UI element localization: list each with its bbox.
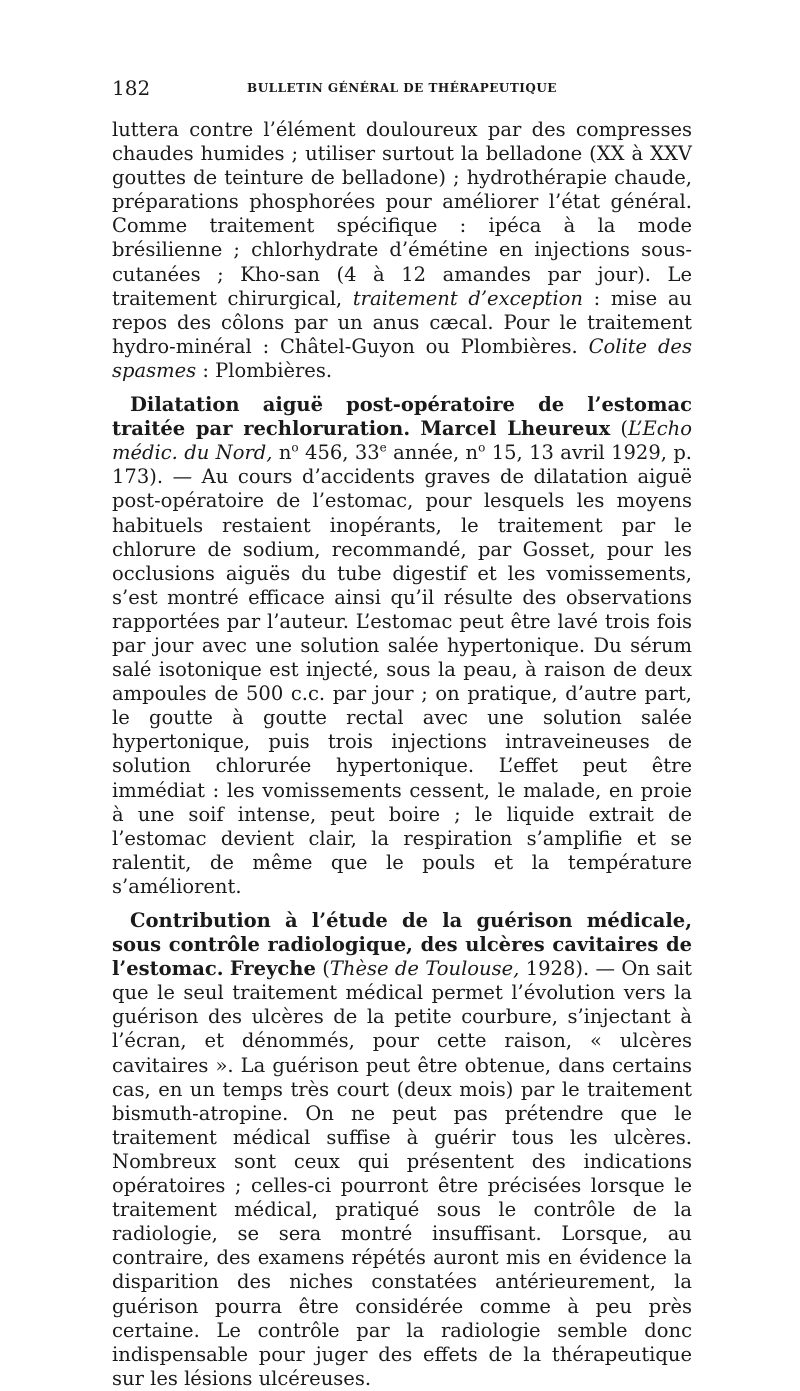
article2-author: Freyche	[229, 957, 316, 981]
para1-text-2: : mise au repos des côlons par un anus cæcal. Pour le traitement hydro-minéral : Châtel-Guyon ou Plombières.	[112, 286, 693, 358]
article1-sup-1: o	[291, 440, 299, 455]
article1-citation-a: n	[272, 441, 292, 465]
para1-italic-2: Colite des spasmes	[112, 334, 692, 382]
para1-italic-1: traitement d’exception	[352, 286, 583, 310]
para1-text-1: luttera contre l’élément douloureux par des compresses chaudes humides ; utiliser surtout la belladone (XX à XXV gouttes de teinture de belladone) ; hydrothérapie chaude, préparations phosphorées pour améliorer l’état général. Comme traitement spécifique : ipéca à la mode brésilienne ; chlorhydrate d’émétine en injections sous-cutanées ; Kho-san (4 à 12 amandes par jour). Le traitement chirurgical,	[112, 118, 692, 310]
article1-author: Marcel Lheureux	[420, 417, 611, 441]
article2-text: — On sait que le seul traitement médical permet l’évolution vers la guérison des ulcères de la petite courbure, s’injectant à l’écran, et dénommés, pour cette raison, « ulcères cavitaires ». La guérison peut être obtenue, dans certains cas, en un temps très court (deux mois) par le traitement bismuth-atropine. On ne peut pas prétendre que le traitement médical suffise à guérir tous les ulcères. Nombreux sont ceux qui présentent des indications opératoires ; celles-ci pourront être précisées lorsque le traitement médical, pratiqué sous le contrôle de la radiologie, se sera montré insuffisant. Lorsque, au contraire, des examens répétés auront mis en évidence la disparition des niches constatées antérieurement, la guérison pourra être considérée comme à peu près certaine. Le contrôle par la radiologie semble donc indispensable pour juger des effets de la thérapeutique sur les lésions ulcéreuses.	[112, 957, 692, 1390]
running-head: BULLETIN GÉNÉRAL DE THÉRAPEUTIQUE	[247, 81, 557, 95]
article2-title: Contribution à l’étude de la guérison médicale, sous contrôle radiologique, des ulcères cavitaires de l’estomac.	[112, 909, 692, 981]
article1-text: — Au cours d’accidents graves de dilatation aiguë post-opératoire de l’estomac, pour lesquels les moyens habituels restaient inopérants, le traitement par le chlorure de sodium, recommandé, par Gosset, pour les occlusions aiguës du tube digestif et les vomissements, s’est montré efficace ainsi qu’il résulte des observations rapportées par l’auteur. L’estomac peut être lavé trois fois par jour avec une solution salée hypertonique. Du sérum salé isotonique est injecté, sous la peau, à raison de deux ampoules de 500 c.c. par jour ; on pratique, d’autre part, le goutte à goutte rectal avec une solution salée hypertonique, puis trois injections intraveineuses de solution chlorurée hypertonique. L’effet peut être immédiat : les vomissements cessent, le malade, en proie à une soif intense, peut boire ; le liquide extrait de l’estomac devient clair, la respiration s’amplifie et se ralentit, de même que le pouls et la température s’améliorent.	[112, 465, 692, 898]
article1-citation-b: 456, 33	[298, 441, 380, 465]
article2-citation: 1928).	[519, 957, 590, 981]
article1-sup-2: e	[379, 440, 387, 455]
continued-paragraph	[112, 118, 692, 383]
article1-sup-3: o	[478, 440, 486, 455]
article1-citation-c: année, n	[386, 441, 479, 465]
article-dilatation: Dilatation aiguë post-opératoire de l’estomac traitée par rechloruration. Marcel Lheureux (L’Echo médic. du Nord, $n^o$ 456, 33e année, $n^o$ 15, 13 avril 1929, p. 173). — Au cours d’accidents graves de dilatation aiguë post-opératoire de l’estomac, pour lesquels les moyens habituels restaient inopérants, le traitement par le chlorure de sodium, recommandé, par Gosset, pour les occlusions aiguës du tube digestif et les vomissements, s’est montré efficace ainsi qu’il résulte des observations rapportées par l’auteur. L’estomac peut être lavé trois fois par jour avec une solution salée hypertonique. Du sérum salé isotonique est injecté, sous la peau, à raison de deux ampoules de 500 c.c. par jour ; on pratique, d’autre part, le goutte à goutte rectal avec une solution salée hypertonique, puis trois injections intraveineuses de solution chlorurée hypertonique. L’effet peut être immédiat : les vomissements cessent, le malade, en proie à une soif intense, peut boire ; le liquide extrait de l’estomac devient clair, la respiration s’amplifie et se ralentit, de même que le pouls et la température s’améliorent.	[112, 393, 692, 898]
article1-citation-d: 15, 13 avril 1929, p. 173).	[112, 441, 692, 489]
page-number: 182	[112, 76, 151, 100]
para1-text-3: : Plombières.	[196, 358, 333, 382]
page-body	[112, 118, 692, 1391]
article2-journal: Thèse de Toulouse,	[329, 957, 520, 981]
article1-journal: L’Echo médic. du Nord,	[112, 417, 692, 465]
page-header	[112, 74, 692, 102]
article-ulceres: Contribution à l’étude de la guérison médicale, sous contrôle radiologique, des ulcères cavitaires de l’estomac. Freyche (Thèse de Toulouse, 1928). — On sait que le seul traitement médical permet l’évolution vers la guérison des ulcères de la petite courbure, s’injectant à l’écran, et dénommés, pour cette raison, « ulcères cavitaires ». La guérison peut être obtenue, dans certains cas, en un temps très court (deux mois) par le traitement bismuth-atropine. On ne peut pas prétendre que le traitement médical suffise à guérir tous les ulcères. Nombreux sont ceux qui présentent des indications opératoires ; celles-ci pourront être précisées lorsque le traitement médical, pratiqué sous le contrôle de la radiologie, se sera montré insuffisant. Lorsque, au contraire, des examens répétés auront mis en évidence la disparition des niches constatées antérieurement, la guérison pourra être considérée comme à peu près certaine. Le contrôle par la radiologie semble donc indispensable pour juger des effets de la thérapeutique sur les lésions ulcéreuses.	[112, 909, 692, 1390]
article1-title: Dilatation aiguë post-opératoire de l’estomac traitée par rechloruration.	[112, 393, 692, 441]
